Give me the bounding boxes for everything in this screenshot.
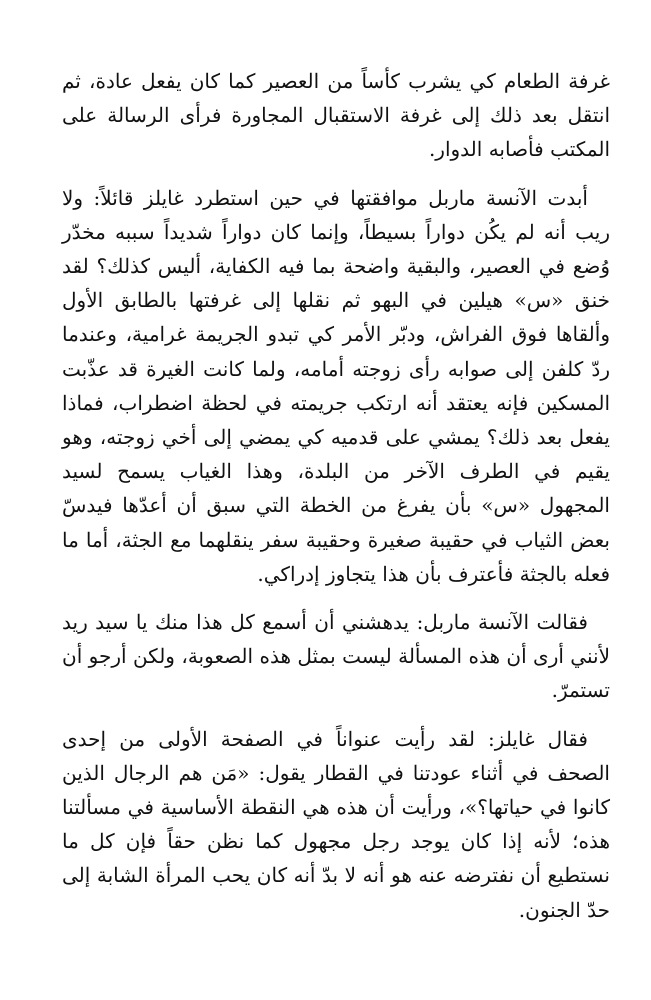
book-page — [62, 64, 610, 927]
paragraph-marple-reply: فقالت الآنسة ماربل: يدهشني أن أسمع كل هذا منك يا سيد ريد لأنني أرى أن هذه المسألة ليست بمثل هذه الصعوبة، ولكن أرجو أن تستمرّ. — [62, 610, 610, 703]
paragraph-narration: أبدت الآنسة ماربل موافقتها في حين استطرد غايلز قائلاً: ولا ريب أنه لم يكُن دواراً بسيطاً، وإنما كان دواراً شديداً سببه مخدّر وُضع في العصير، والبقية واضحة بما فيه الكفاية، أليس كذلك؟ لقد خنق «س» هيلين في البهو ثم نقلها إلى غرفتها بالطابق الأول وألقاها فوق الفراش، ودبّر الأمر كي تبدو الجريمة غرامية، وعندما ردّ كلفن إلى صوابه رأى زوجته أمامه، ولما كانت الغيرة قد عذّبت المسكين فإنه يعتقد أنه ارتكب جريمته في لحظة اضطراب، فماذا يفعل بعد ذلك؟ يمشي على قدميه كي يمضي إلى أخي زوجته، وهو يقيم في الطرف الآخر من البلدة، وهذا الغياب يسمح لسيد المجهول «س» بأن يفرغ من الخطة التي سبق أن أعدّها فيدسّ بعض الثياب في حقيبة صغيرة وحقيبة سفر ينقلهما مع الجثة، أما ما فعله بالجثة فأعترف بأن هذا يتجاوز إدراكي. — [62, 185, 610, 586]
paragraph-giles-reply: فقال غايلز: لقد رأيت عنواناً في الصفحة الأولى من إحدى الصحف في أثناء عودتنا في القطار يقول: «مَن هم الرجال الذين كانوا في حياتها؟»، ورأيت أن هذه هي النقطة الأساسية في مسألتنا هذه؛ لأنه إذا كان يوجد رجل مجهول كما نظن حقاً فإن كل ما نستطيع أن نفترضه عنه هو أنه لا بدّ أنه كان يحب المرأة الشابة إلى حدّ الجنون. — [62, 726, 610, 922]
paragraph-continuation: غرفة الطعام كي يشرب كأساً من العصير كما كان يفعل عادة، ثم انتقل بعد ذلك إلى غرفة الاستقبال المجاورة فرأى الرسالة على المكتب فأصابه الدوار. — [62, 69, 610, 162]
